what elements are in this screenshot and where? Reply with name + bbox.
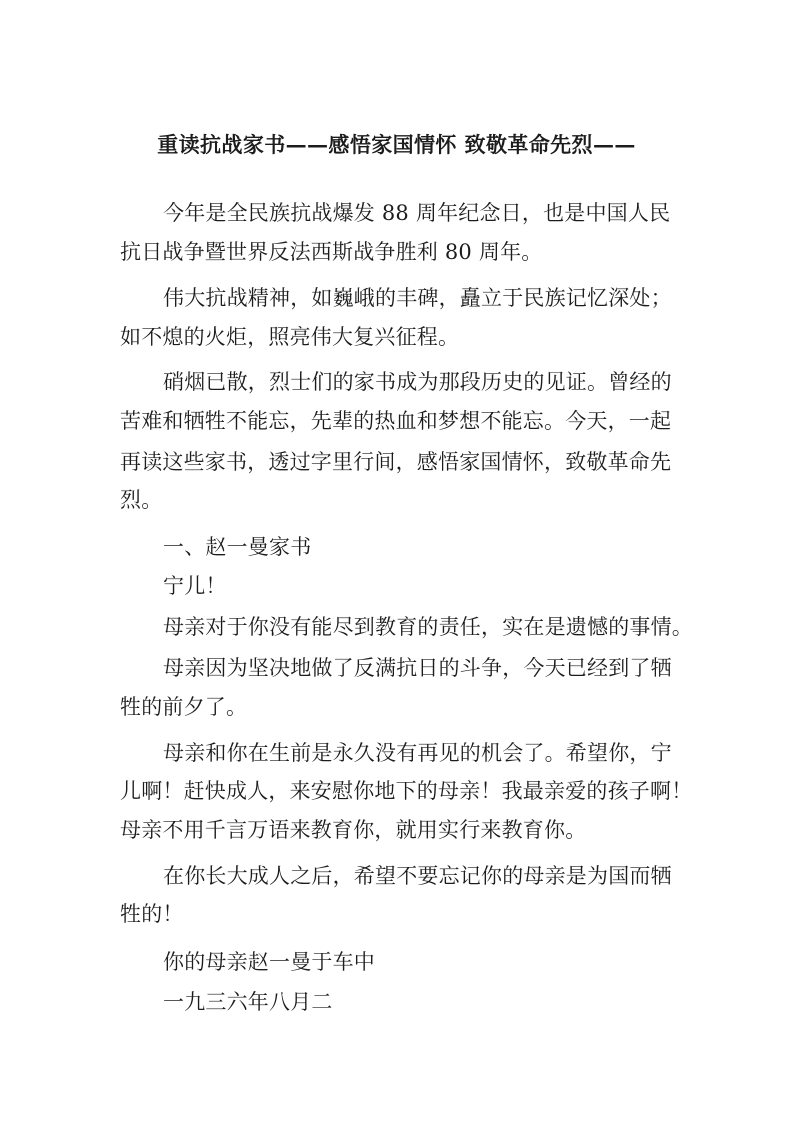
paragraph-line: 苦难和牺牲不能忘，先辈的热血和梦想不能忘。今天，一起 [120,409,672,433]
letter-signature: 你的母亲赵一曼于车中 [163,950,375,974]
paragraph-line: 烈。 [120,488,163,512]
letter-line: 儿啊！赶快成人，来安慰你地下的母亲！我最亲爱的孩子啊！ [120,779,693,803]
paragraph-line: 抗日战争暨世界反法西斯战争胜利 80 周年。 [120,240,543,264]
paragraph-line: 伟大抗战精神，如巍峨的丰碑，矗立于民族记忆深处； [163,286,672,310]
letter-date: 一九三六年八月二 [163,990,333,1014]
letter-line: 母亲不用千言万语来教育你，就用实行来教育你。 [120,818,587,842]
letter-line: 牲的前夕了。 [120,695,248,719]
section-heading: 一、赵一曼家书 [163,535,312,559]
letter-line: 母亲对于你没有能尽到教育的责任，实在是遗憾的事情。 [163,615,693,639]
letter-line: 母亲和你在生前是永久没有再见的机会了。希望你，宁 [163,741,672,765]
document-title: 重读抗战家书——感悟家国情怀 致敬革命先烈—— [157,132,636,157]
letter-salutation: 宁儿！ [163,574,227,598]
letter-line: 母亲因为坚决地做了反满抗日的斗争，今天已经到了牺 [163,656,672,680]
paragraph-line: 硝烟已散，烈士们的家书成为那段历史的见证。曾经的 [163,370,672,394]
paragraph-line: 今年是全民族抗战爆发 88 周年纪念日，也是中国人民 [163,201,671,225]
paragraph-line: 如不熄的火炬，照亮伟大复兴征程。 [120,325,460,349]
paragraph-line: 再读这些家书，透过字里行间，感悟家国情怀，致敬革命先 [120,450,672,474]
letter-line: 在你长大成人之后，希望不要忘记你的母亲是为国而牺 [163,864,672,888]
letter-line: 牲的！ [120,902,184,926]
